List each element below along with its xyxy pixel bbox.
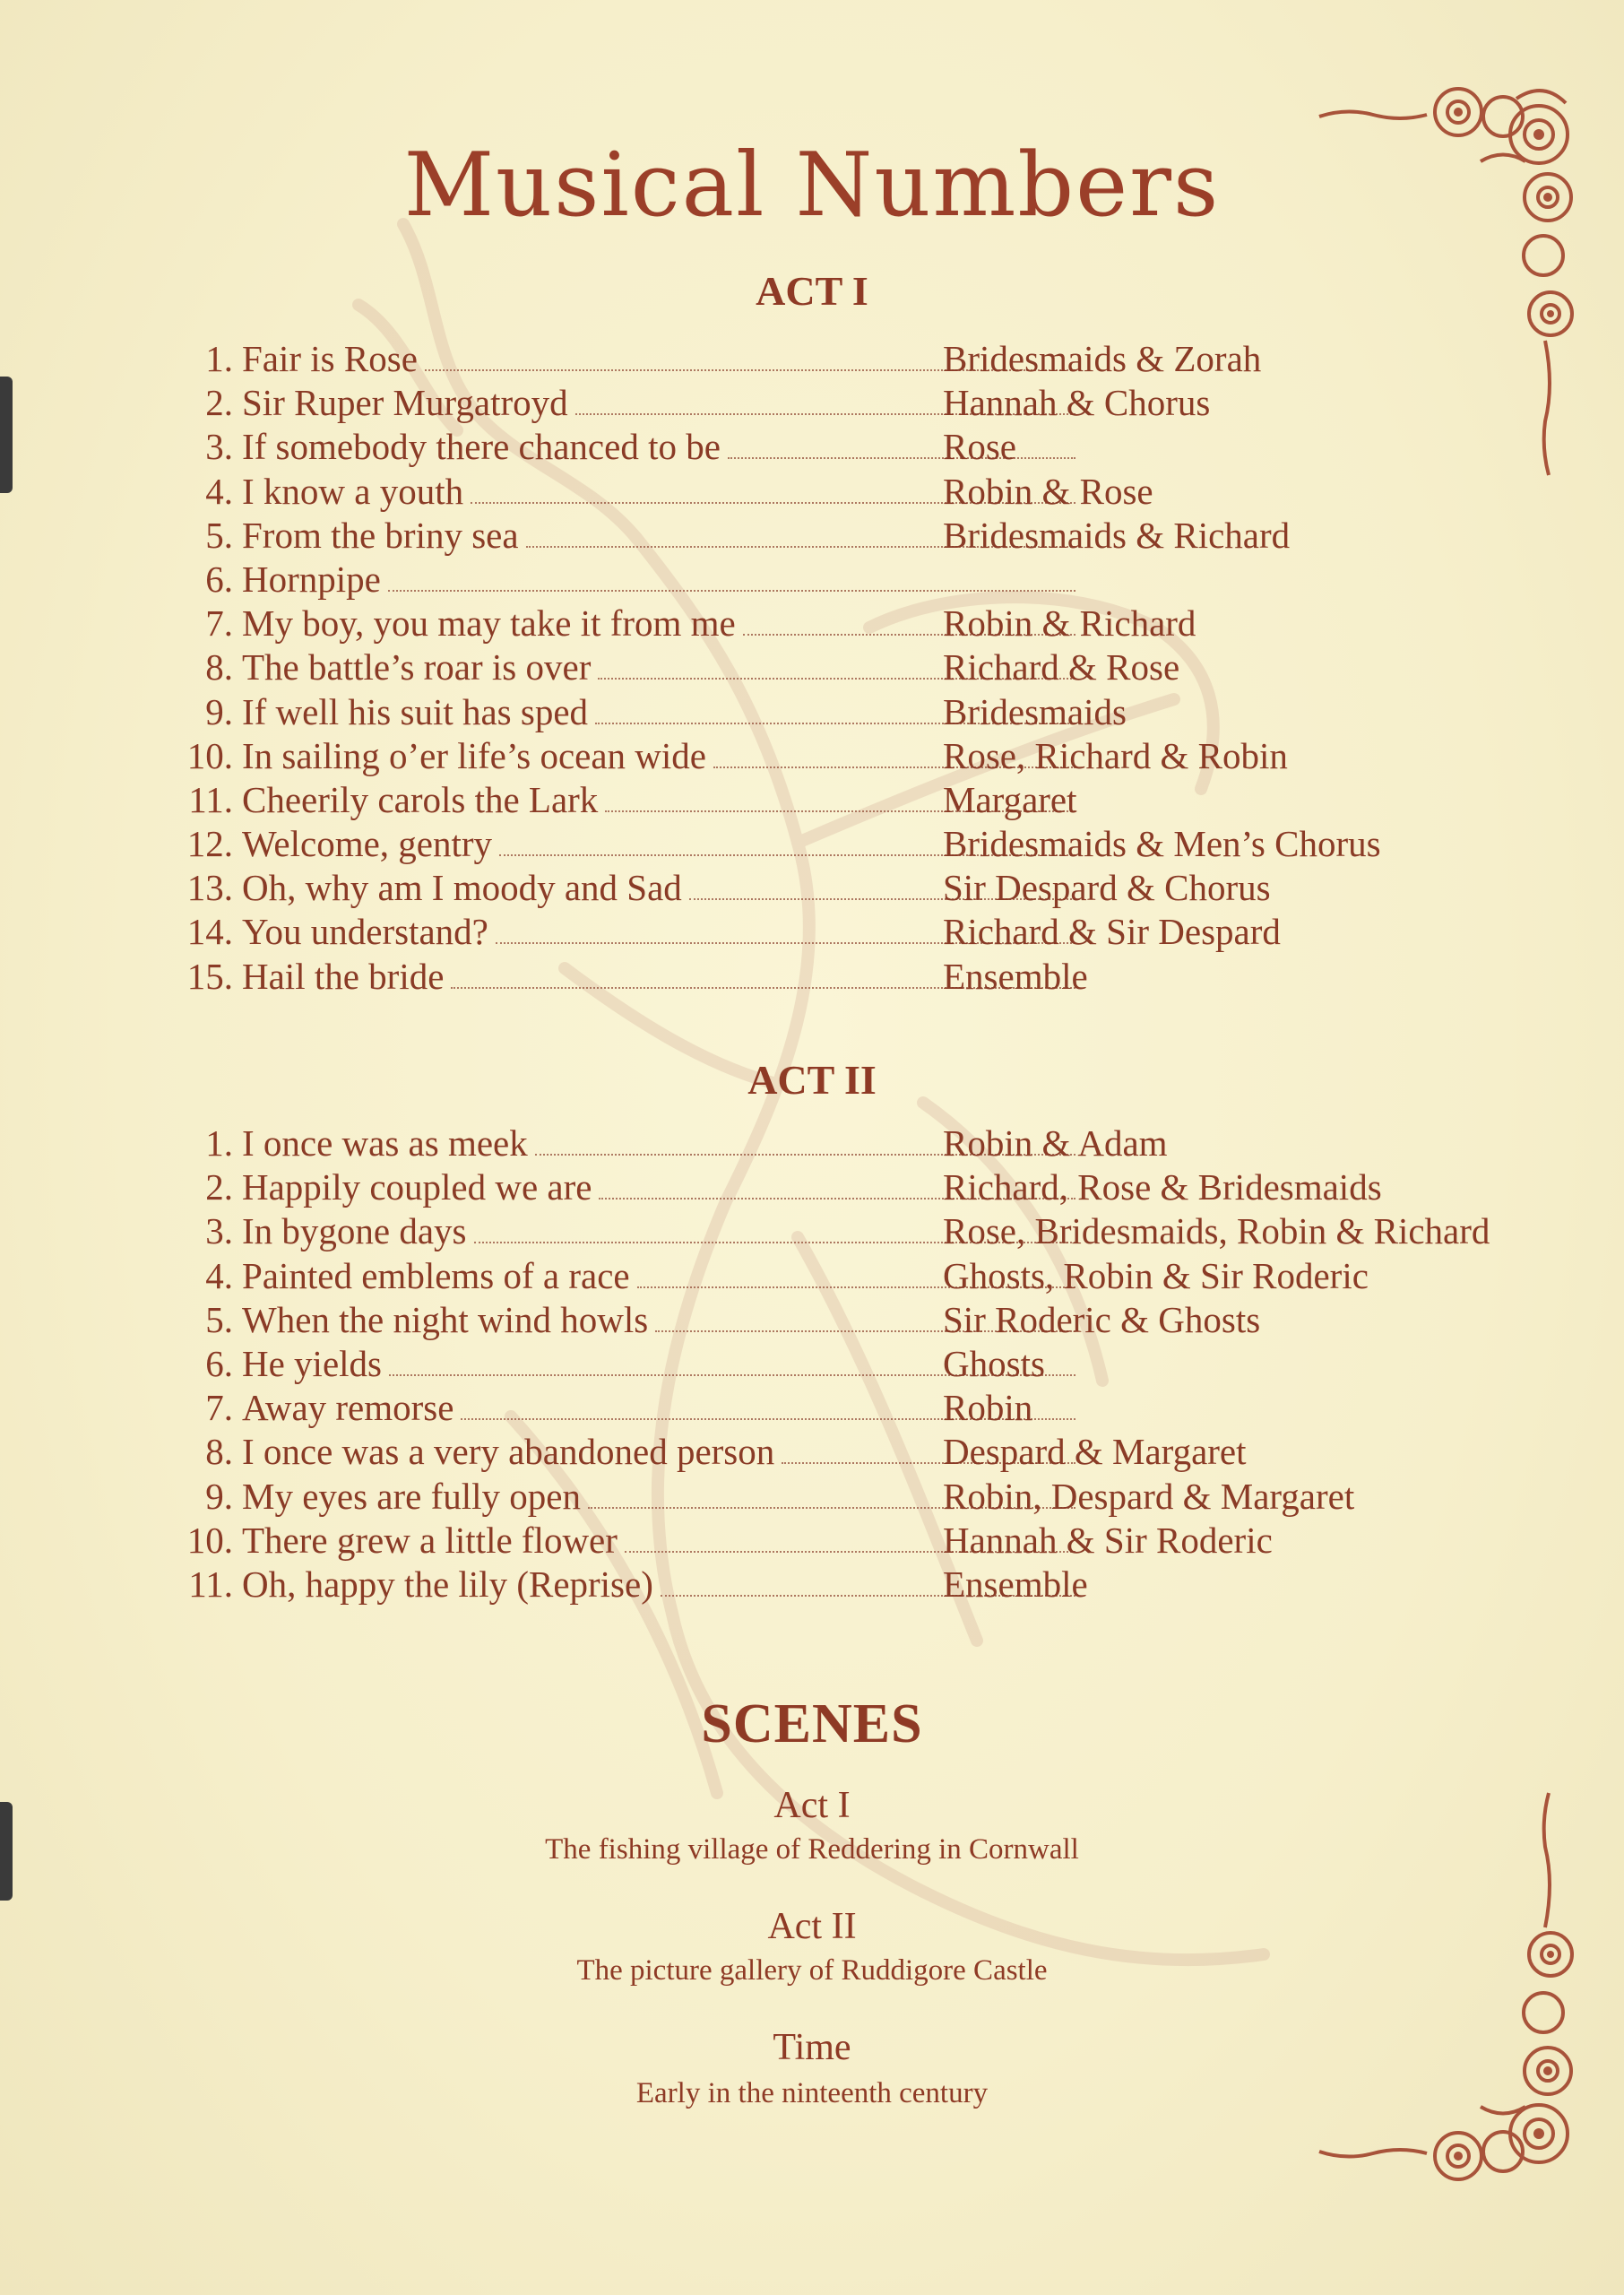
number-label: 12.: [186, 823, 233, 865]
number-label: 11.: [188, 778, 233, 820]
performers: Richard, Rose & Bridesmaids: [943, 1166, 1382, 1208]
number-label: 8.: [205, 1431, 233, 1473]
song-title: Cheerily carols the Lark: [242, 778, 599, 820]
performers: Robin: [943, 1387, 1033, 1429]
performers: Robin & Adam: [943, 1122, 1168, 1164]
song-title: Away remorse: [242, 1387, 454, 1429]
song-title: I once was a very abandoned person: [242, 1431, 775, 1473]
song-title: My eyes are fully open: [242, 1475, 581, 1517]
act1-number-list: [152, 337, 1568, 999]
performers: Robin, Despard & Margaret: [943, 1475, 1355, 1517]
song-title: Painted emblems of a race: [242, 1254, 630, 1296]
performers: Rose: [943, 426, 1016, 468]
number-label: 7.: [205, 1387, 233, 1429]
musical-number-row: [152, 690, 1568, 734]
performers: Hannah & Sir Roderic: [943, 1519, 1273, 1561]
musical-number-row: [152, 1209, 1568, 1253]
number-label: 6.: [205, 1342, 233, 1384]
song-title: In sailing o’er life’s ocean wide: [242, 734, 707, 776]
page-title: Musical Numbers: [403, 134, 1221, 237]
performers: Rose, Bridesmaids, Robin & Richard: [943, 1210, 1490, 1252]
performers: Ensemble: [943, 1563, 1088, 1605]
scene-act1-description: The fishing village of Reddering in Cornwall: [545, 1833, 1079, 1866]
song-title: I once was as meek: [242, 1122, 528, 1164]
musical-number-row: [152, 645, 1568, 689]
song-title-cell: [242, 558, 1075, 602]
musical-number-row: [152, 602, 1568, 645]
musical-number-row: [152, 778, 1568, 822]
number-label: 9.: [205, 690, 233, 732]
number-label: 5.: [205, 1298, 233, 1340]
binding-edge: [0, 377, 13, 493]
song-title: Oh, happy the lily (Reprise): [242, 1563, 653, 1605]
musical-number-row: [152, 1475, 1568, 1519]
performers: Ghosts, Robin & Sir Roderic: [943, 1254, 1369, 1296]
scene-time-title: Time: [773, 2027, 851, 2068]
number-label: 1.: [205, 338, 233, 379]
song-title: There grew a little flower: [242, 1519, 618, 1561]
musical-number-row: [152, 514, 1568, 558]
song-title: In bygone days: [242, 1210, 467, 1252]
performers: Bridesmaids & Richard: [943, 514, 1291, 556]
musical-number-row: [152, 425, 1568, 469]
song-title: I know a youth: [242, 470, 464, 512]
musical-number-row: [152, 910, 1568, 954]
musical-number-row: [152, 1254, 1568, 1298]
musical-number-row: [152, 558, 1568, 602]
performers: Bridesmaids: [943, 690, 1127, 732]
performers: Bridesmaids & Men’s Chorus: [943, 823, 1381, 865]
musical-number-row: [152, 1342, 1568, 1386]
performers: Ensemble: [943, 955, 1088, 997]
dot-leader: [728, 457, 1075, 459]
performers: Despard & Margaret: [943, 1431, 1247, 1473]
song-title: Hail the bride: [242, 955, 445, 997]
musical-number-row: [152, 1165, 1568, 1209]
musical-number-row: [152, 1122, 1568, 1165]
musical-number-row: [152, 1430, 1568, 1474]
song-title: You understand?: [242, 911, 488, 953]
number-label: 13.: [186, 867, 233, 909]
number-label: 4.: [205, 470, 233, 512]
song-title: Welcome, gentry: [242, 823, 493, 865]
song-title: If somebody there chanced to be: [242, 426, 721, 468]
musical-number-row: [152, 955, 1568, 999]
number-label: 2.: [205, 1166, 233, 1208]
number-label: 1.: [205, 1122, 233, 1164]
number-label: 10.: [186, 1519, 233, 1561]
number-label: 8.: [205, 646, 233, 688]
scene-act2-title: Act II: [767, 1906, 857, 1947]
number-label: 6.: [205, 558, 233, 600]
dot-leader: [388, 590, 1075, 592]
song-title: Sir Ruper Murgatroyd: [242, 382, 568, 424]
musical-number-row: [152, 822, 1568, 866]
performers: Robin & Rose: [943, 470, 1153, 512]
song-title: Fair is Rose: [242, 338, 418, 379]
musical-number-row: [152, 1519, 1568, 1563]
performers: Bridesmaids & Zorah: [943, 338, 1262, 379]
song-title: From the briny sea: [242, 514, 519, 556]
song-title: He yields: [242, 1342, 382, 1384]
performers: Richard & Sir Despard: [943, 911, 1281, 953]
performers: Margaret: [943, 778, 1077, 820]
number-label: 3.: [205, 1210, 233, 1252]
number-label: 3.: [205, 426, 233, 468]
musical-number-row: [152, 381, 1568, 425]
musical-number-row: [152, 1386, 1568, 1430]
musical-number-row: [152, 337, 1568, 381]
performers: Ghosts: [943, 1342, 1045, 1384]
musical-number-row: [152, 470, 1568, 514]
number-label: 15.: [186, 955, 233, 997]
scene-act2-description: The picture gallery of Ruddigore Castle: [576, 1954, 1048, 1987]
song-title: My boy, you may take it from me: [242, 602, 736, 645]
musical-number-row: [152, 734, 1568, 778]
song-title: If well his suit has sped: [242, 690, 589, 732]
song-title: The battle’s roar is over: [242, 646, 592, 688]
scene-act1-title: Act I: [773, 1785, 851, 1826]
song-title: Oh, why am I moody and Sad: [242, 867, 682, 909]
performers: Hannah & Chorus: [943, 382, 1211, 424]
song-title: Happily coupled we are: [242, 1166, 592, 1208]
song-title: Hornpipe: [242, 558, 381, 600]
scene-time-description: Early in the ninteenth century: [635, 2077, 989, 2109]
performers: Sir Despard & Chorus: [943, 867, 1271, 909]
act2-number-list: [152, 1122, 1568, 1606]
song-title: When the night wind howls: [242, 1298, 649, 1340]
act1-heading: ACT I: [756, 268, 868, 314]
number-label: 7.: [205, 602, 233, 645]
act2-heading: ACT II: [747, 1057, 877, 1103]
number-label: 10.: [186, 734, 233, 776]
performers: Sir Roderic & Ghosts: [943, 1298, 1261, 1340]
performers: Robin & Richard: [943, 602, 1196, 645]
performers: Rose, Richard & Robin: [943, 734, 1288, 776]
number-label: 5.: [205, 514, 233, 556]
number-label: 11.: [188, 1563, 233, 1605]
musical-number-row: [152, 1298, 1568, 1342]
scenes-heading: SCENES: [701, 1693, 923, 1754]
performers: Richard & Rose: [943, 646, 1180, 688]
number-label: 9.: [205, 1475, 233, 1517]
musical-number-row: [152, 1563, 1568, 1606]
number-label: 4.: [205, 1254, 233, 1296]
musical-number-row: [152, 866, 1568, 910]
number-label: 14.: [186, 911, 233, 953]
number-label: 2.: [205, 382, 233, 424]
